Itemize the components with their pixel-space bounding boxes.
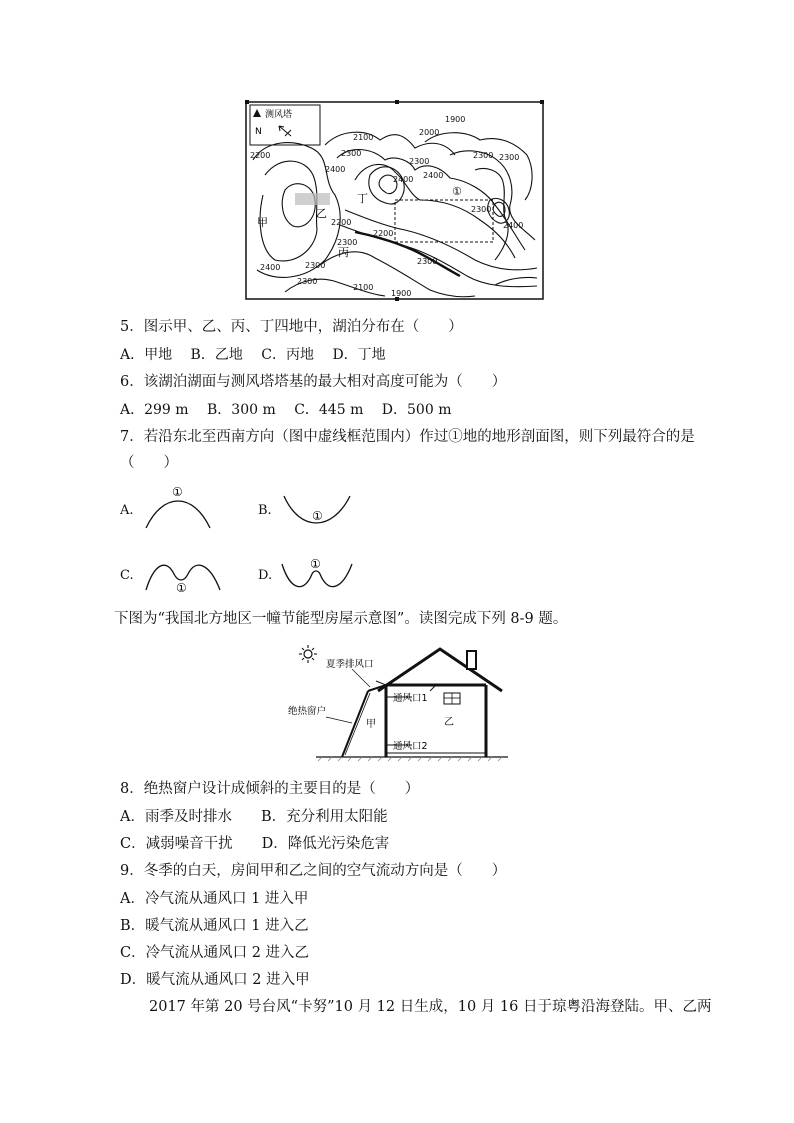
contour-label: 2400	[325, 165, 346, 174]
legend-tower-label: 测风塔	[265, 110, 293, 120]
contour-label: 2300	[337, 238, 358, 247]
contour-label: 2400	[260, 263, 281, 272]
insulated-window-label: 绝热窗户	[288, 706, 327, 717]
contour-label: 2300	[305, 261, 326, 270]
house-diagram	[282, 645, 512, 770]
contour-label: 2400	[503, 221, 524, 230]
room-yi-label: 乙	[444, 717, 454, 728]
place-bing: 丙	[338, 246, 349, 259]
question-8-options-ab: A．雨季及时排水 B．充分利用太阳能	[120, 809, 388, 825]
north-label: N	[255, 127, 262, 137]
profile-a-hill	[138, 482, 228, 532]
point-1-marker: ①	[310, 557, 321, 571]
vent-2-label: 通风口2	[393, 741, 428, 752]
profile-d-double-valley	[276, 550, 366, 600]
contour-label: 2300	[417, 257, 438, 266]
contour-label: 2100	[353, 133, 374, 142]
point-1-marker: ①	[172, 485, 183, 499]
contour-label: 2300	[297, 277, 318, 286]
question-9-option-d: D．暖气流从通风口 2 进入甲	[120, 972, 310, 988]
question-7-stem-cont: （ ）	[120, 455, 178, 471]
contour-label: 2000	[419, 128, 440, 137]
contour-label: 2200	[331, 218, 352, 227]
summer-vent-label: 夏季排风口	[326, 659, 374, 670]
room-jia-label: 甲	[366, 719, 376, 730]
question-9-option-a: A．冷气流从通风口 1 进入甲	[120, 891, 309, 907]
vent-1-label: 通风口1	[393, 693, 428, 704]
contour-label: 2300	[409, 157, 430, 166]
question-9-stem: 9．冬季的白天，房间甲和乙之间的空气流动方向是（ ）	[120, 863, 507, 879]
intro-8-9: 下图为“我国北方地区一幢节能型房屋示意图”。读图完成下列 8-9 题。	[114, 611, 568, 627]
profile-b-valley	[276, 488, 366, 538]
question-9-option-c: C．冷气流从通风口 2 进入乙	[120, 945, 310, 961]
place-jia: 甲	[257, 216, 268, 229]
option-d-label: D.	[258, 568, 273, 583]
option-c-label: C.	[120, 568, 134, 583]
question-6-options: A．299 m B．300 m C．445 m D．500 m	[120, 402, 452, 418]
contour-label: 2200	[373, 229, 394, 238]
contour-label: 2200	[250, 151, 271, 160]
contour-label: 2400	[423, 171, 444, 180]
place-yi: 乙	[316, 207, 327, 220]
place-ding: 丁	[357, 192, 368, 205]
question-7-stem: 7．若沿东北至西南方向（图中虚线框范围内）作过①地的地形剖面图，则下列最符合的是	[120, 429, 695, 445]
contour-label: 1900	[391, 289, 412, 298]
contour-label: 2100	[353, 283, 374, 292]
contour-label: 2300	[341, 149, 362, 158]
contour-label: 1900	[445, 115, 466, 124]
point-1-marker: ①	[452, 185, 462, 198]
option-a-label: A.	[120, 503, 134, 518]
profile-c-double-peak	[140, 550, 230, 600]
question-6-stem: 6．该湖泊湖面与测风塔塔基的最大相对高度可能为（ ）	[120, 374, 507, 390]
question-9-option-b: B．暖气流从通风口 1 进入乙	[120, 918, 309, 934]
contour-label: 2300	[471, 205, 492, 214]
topographic-map	[245, 100, 545, 302]
point-1-marker: ①	[176, 581, 187, 595]
contour-label: 2400	[393, 175, 414, 184]
question-5-stem: 5．图示甲、乙、丙、丁四地中，湖泊分布在（ ）	[120, 319, 463, 335]
typhoon-passage-start: 2017 年第 20 号台风“卡努”10 月 12 日生成，10 月 16 日于琼粤沿海登陆。甲、乙两	[120, 999, 712, 1015]
option-b-label: B.	[258, 503, 272, 518]
question-8-stem: 8．绝热窗户设计成倾斜的主要目的是（ ）	[120, 781, 420, 797]
question-8-options-cd: C．减弱噪音干扰 D．降低光污染危害	[120, 836, 390, 852]
question-5-options: A．甲地 B．乙地 C．丙地 D．丁地	[120, 347, 386, 363]
contour-label: 2300	[473, 151, 494, 160]
point-1-marker: ①	[312, 509, 323, 523]
contour-label: 2300	[499, 153, 520, 162]
